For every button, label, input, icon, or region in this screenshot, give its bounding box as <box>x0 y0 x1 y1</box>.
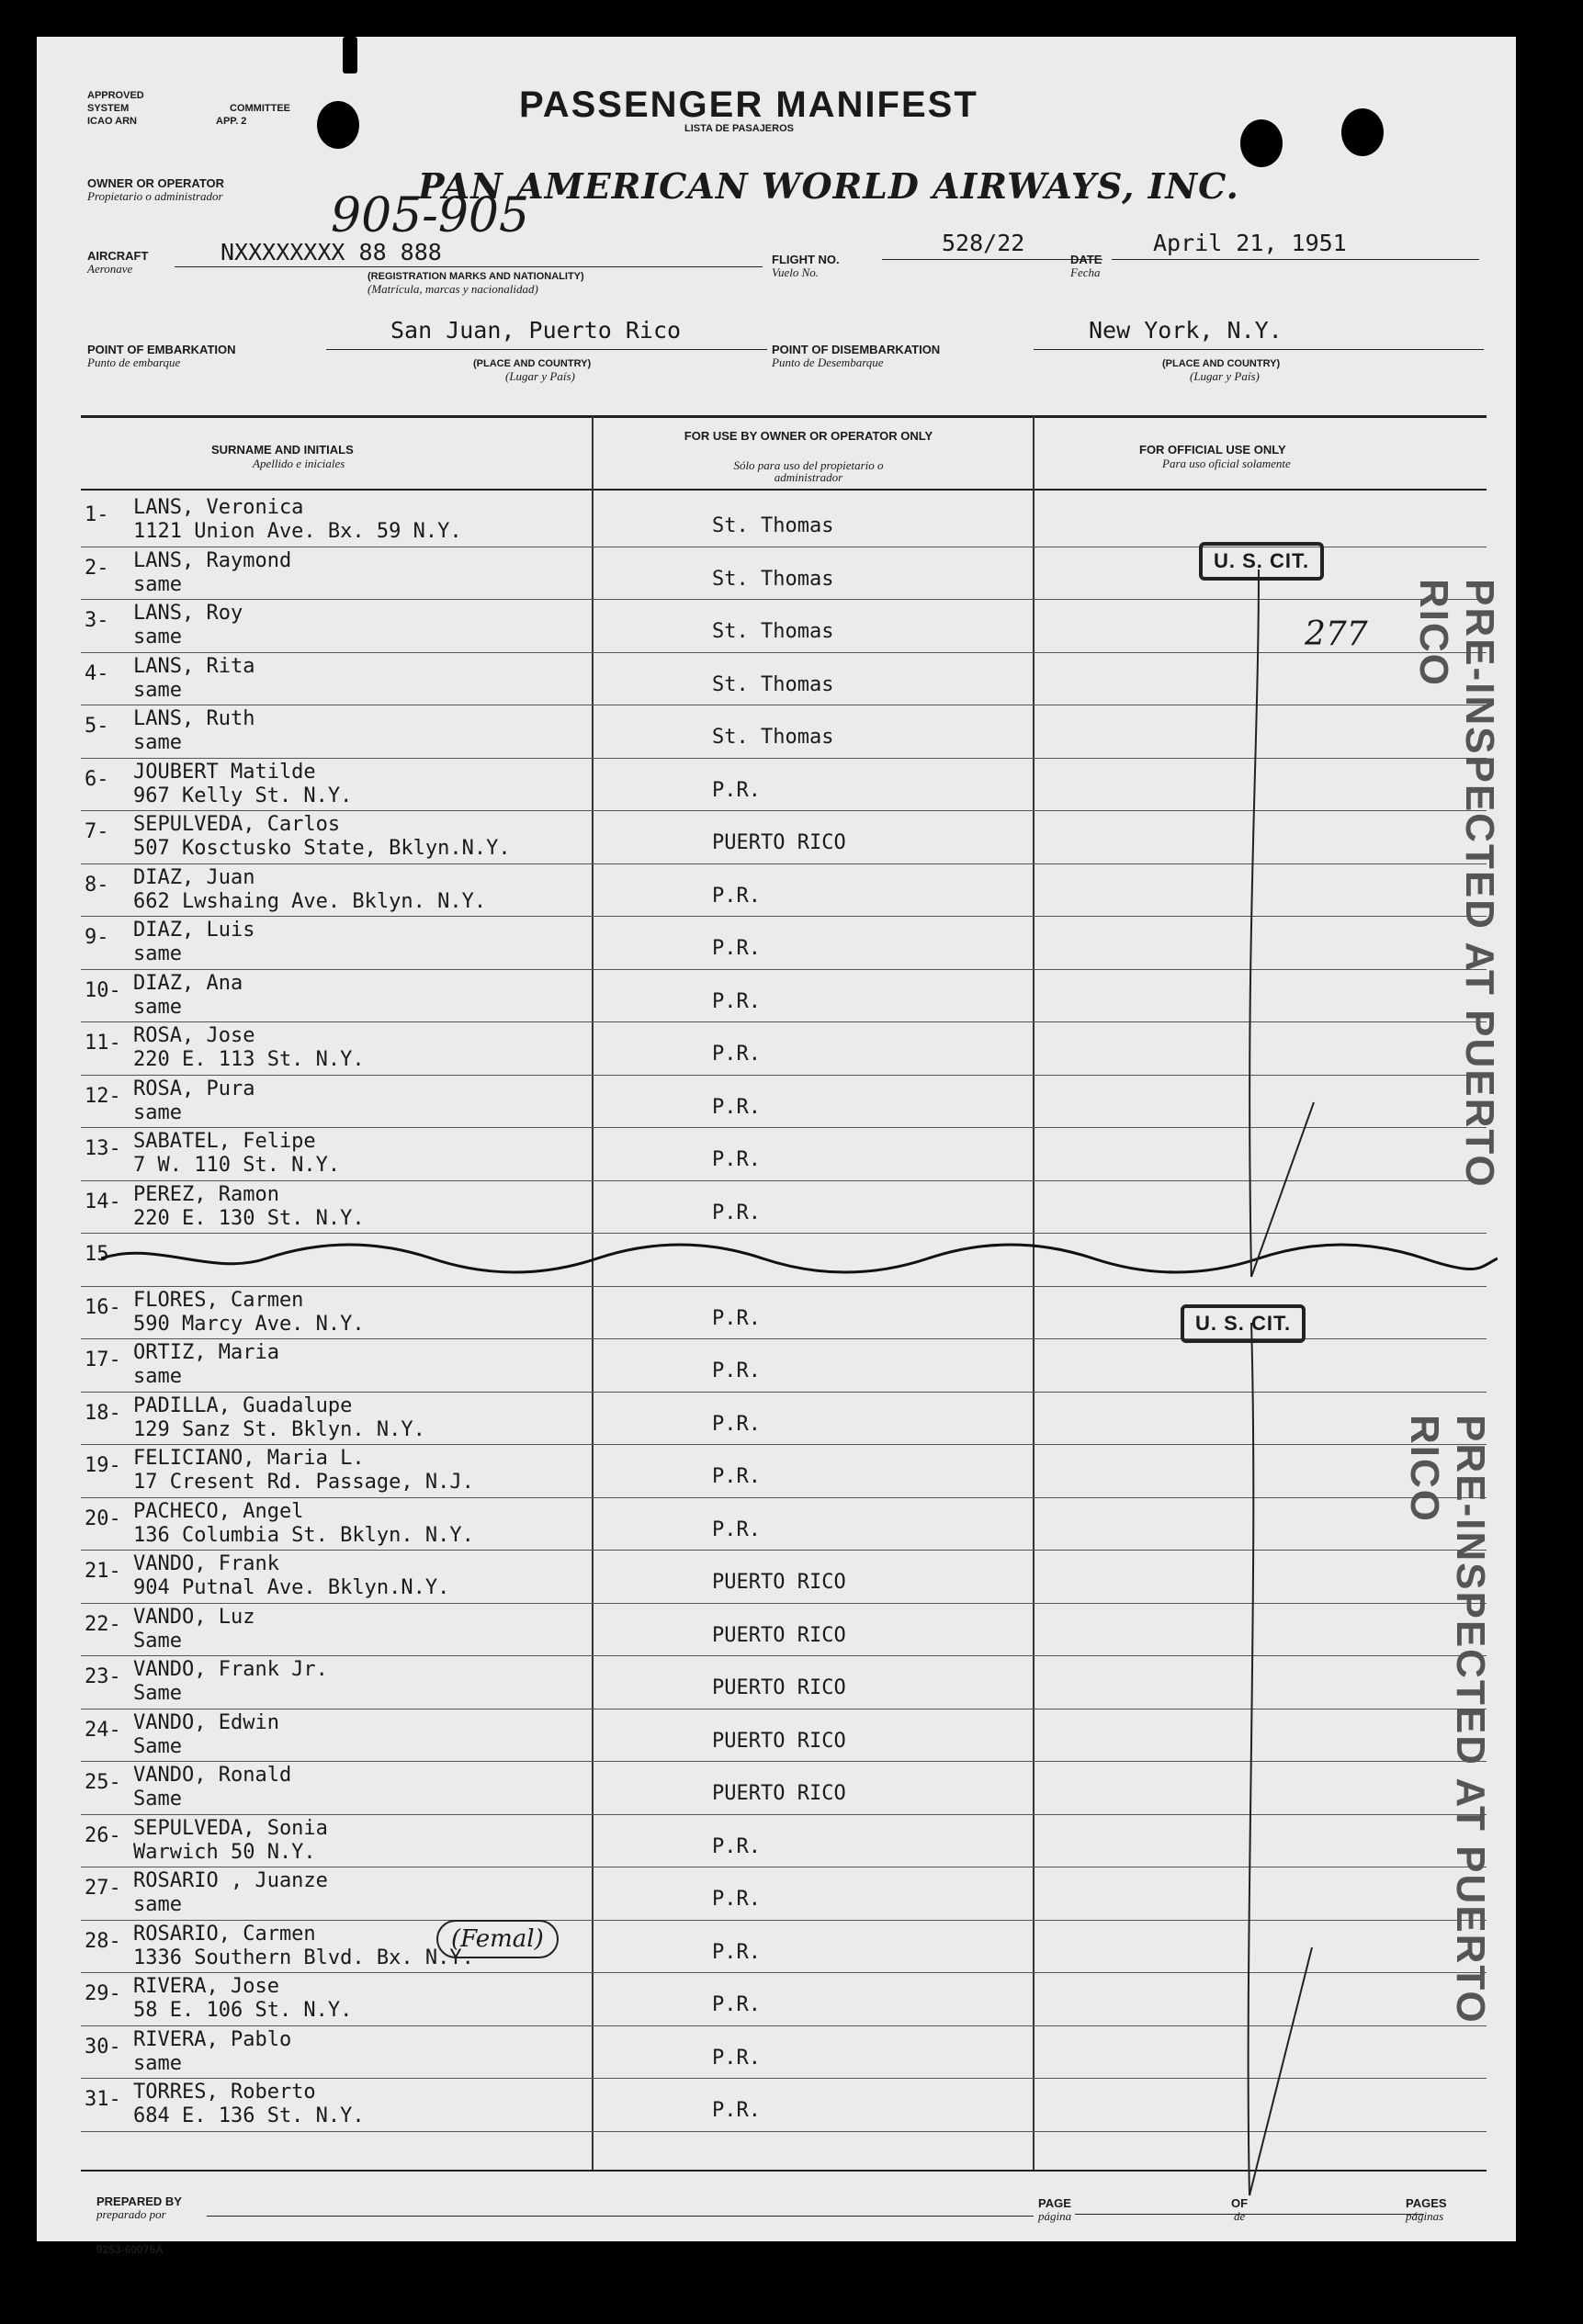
prepared-by-label: PREPARED BY <box>96 2194 182 2208</box>
approved-label: APPROVED <box>87 90 144 101</box>
passenger-destination: P.R. <box>712 1517 761 1541</box>
pre-inspected-stamp-2: PRE-INSPECTED AT PUERTO RICO <box>1402 1415 1493 2025</box>
embark-label-es: Punto de embarque <box>87 355 181 369</box>
disembark-label-es: Punto de Desembarque <box>772 355 884 369</box>
punch-hole-1 <box>317 101 359 149</box>
row-number: 6- <box>85 767 109 791</box>
disembark-place-caption-es: (Lugar y País) <box>1190 369 1260 383</box>
registration-caption: (REGISTRATION MARKS AND NATIONALITY) <box>367 271 584 282</box>
passenger-address: same <box>133 995 182 1019</box>
punch-hole-2 <box>1240 119 1283 167</box>
passenger-destination: P.R. <box>712 989 761 1013</box>
aircraft-underline <box>175 266 763 267</box>
passenger-destination: P.R. <box>712 1940 761 1964</box>
passenger-address: 684 E. 136 St. N.Y. <box>133 2104 365 2127</box>
embark-label: POINT OF EMBARKATION <box>87 343 236 356</box>
passenger-address: 129 Sanz St. Bklyn. N.Y. <box>133 1417 425 1441</box>
passenger-address: same <box>133 572 182 596</box>
passenger-name: PEREZ, Ramon <box>133 1182 279 1206</box>
page-subtitle: LISTA DE PASAJEROS <box>684 123 794 134</box>
passenger-destination: P.R. <box>712 1306 761 1330</box>
punch-hole-3 <box>1341 108 1384 156</box>
official-bracket-lines <box>1204 570 1351 2205</box>
row-number: 21- <box>85 1560 121 1583</box>
passenger-destination: P.R. <box>712 1148 761 1171</box>
row-number: 25- <box>85 1771 121 1794</box>
passenger-name: PACHECO, Angel <box>133 1499 304 1523</box>
passenger-destination: P.R. <box>712 1412 761 1436</box>
of-label: OF <box>1231 2196 1249 2210</box>
passenger-address: same <box>133 1893 182 1916</box>
passenger-destination: St. Thomas <box>712 567 834 591</box>
passenger-destination: P.R. <box>712 884 761 908</box>
passenger-address: same <box>133 626 182 649</box>
disembark-value: New York, N.Y. <box>1089 317 1283 344</box>
passenger-address: 904 Putnal Ave. Bklyn.N.Y. <box>133 1576 450 1599</box>
date-label: DATE <box>1070 253 1102 266</box>
prepared-by-label-es: preparado por <box>96 2207 166 2221</box>
prepared-by-underline <box>207 2216 1034 2217</box>
passenger-name: DIAZ, Juan <box>133 865 255 889</box>
approved-committee: COMMITTEE <box>230 103 290 114</box>
us-citizen-stamp-2: U. S. CIT. <box>1181 1304 1306 1343</box>
passenger-address: same <box>133 731 182 754</box>
row-number: 10- <box>85 978 121 1002</box>
passenger-address: 220 E. 130 St. N.Y. <box>133 1206 365 1230</box>
row-number: 16- <box>85 1295 121 1319</box>
table-bottom-border <box>81 2170 1487 2172</box>
passenger-destination: P.R. <box>712 2046 761 2070</box>
embark-value: San Juan, Puerto Rico <box>390 317 682 344</box>
passenger-name: LANS, Raymond <box>133 548 292 572</box>
page-label-es: página <box>1038 2209 1072 2223</box>
passenger-address: 967 Kelly St. N.Y. <box>133 784 353 807</box>
passenger-address: 58 E. 106 St. N.Y. <box>133 1999 353 2022</box>
table-row <box>37 494 1516 547</box>
pages-label: PAGES <box>1406 2196 1447 2210</box>
passenger-destination: P.R. <box>712 1993 761 2016</box>
col3-header-es: Para uso oficial solamente <box>1162 457 1291 470</box>
passenger-name: PADILLA, Guadalupe <box>133 1393 353 1417</box>
row-number: 22- <box>85 1612 121 1636</box>
passenger-address: same <box>133 942 182 965</box>
passenger-destination: PUERTO RICO <box>712 831 846 854</box>
row-number: 27- <box>85 1877 121 1900</box>
passenger-destination: P.R. <box>712 778 761 802</box>
passenger-destination: St. Thomas <box>712 672 834 696</box>
date-value: April 21, 1951 <box>1153 230 1347 256</box>
row-number: 20- <box>85 1506 121 1530</box>
row-number: 11- <box>85 1032 121 1055</box>
passenger-name: DIAZ, Luis <box>133 919 255 942</box>
owner-label: OWNER OR OPERATOR <box>87 176 225 190</box>
passenger-destination: St. Thomas <box>712 620 834 643</box>
col1-header: SURNAME AND INITIALS <box>211 443 354 457</box>
aircraft-label: AIRCRAFT <box>87 249 149 263</box>
row-number: 14- <box>85 1190 121 1213</box>
passenger-destination: St. Thomas <box>712 726 834 749</box>
row-number: 13- <box>85 1137 121 1160</box>
pages-label-es: páginas <box>1406 2209 1444 2223</box>
passenger-address: Same <box>133 1682 182 1705</box>
passenger-name: LANS, Rita <box>133 654 255 678</box>
row-number: 17- <box>85 1348 121 1371</box>
row-number: 1- <box>85 503 109 526</box>
disembark-label: POINT OF DISEMBARKATION <box>772 343 941 356</box>
embark-underline <box>326 349 767 350</box>
col2-header-es: Sólo para uso del propietario o administrador <box>733 458 884 484</box>
passenger-destination: PUERTO RICO <box>712 1623 846 1647</box>
row-number: 18- <box>85 1401 121 1425</box>
passenger-address: 662 Lwshaing Ave. Bklyn. N.Y. <box>133 889 487 913</box>
of-underline <box>1259 2214 1424 2215</box>
passenger-address: 1336 Southern Blvd. Bx. N.Y. <box>133 1946 474 1969</box>
page-label: PAGE <box>1038 2196 1071 2210</box>
form-number: 9253-60075A <box>96 2243 164 2256</box>
passenger-address: 220 E. 113 St. N.Y. <box>133 1048 365 1071</box>
passenger-destination: P.R. <box>712 1888 761 1911</box>
passenger-destination: P.R. <box>712 1201 761 1224</box>
passenger-destination: PUERTO RICO <box>712 1676 846 1699</box>
passenger-destination: PUERTO RICO <box>712 1571 846 1594</box>
row-number: 9- <box>85 926 109 949</box>
aircraft-handwritten: 905-905 <box>331 188 530 243</box>
passenger-count: 277 <box>1305 615 1368 653</box>
passenger-destination: PUERTO RICO <box>712 1729 846 1753</box>
passenger-destination: PUERTO RICO <box>712 1782 846 1805</box>
row-number: 31- <box>85 2088 121 2111</box>
passenger-name: ROSARIO, Carmen <box>133 1922 316 1946</box>
manifest-sheet <box>37 37 1516 2256</box>
row-number: 5- <box>85 715 109 738</box>
passenger-address: 1121 Union Ave. Bx. 59 N.Y. <box>133 520 462 543</box>
passenger-address: Same <box>133 1734 182 1758</box>
passenger-name: FELICIANO, Maria L. <box>133 1447 365 1470</box>
passenger-name: TORRES, Roberto <box>133 2081 316 2104</box>
row-number: 28- <box>85 1929 121 1953</box>
aircraft-label-es: Aeronave <box>87 262 133 276</box>
row-number: 23- <box>85 1665 121 1688</box>
owner-value: PAN AMERICAN WORLD AIRWAYS, INC. <box>418 165 1239 207</box>
row-number: 15 <box>85 1243 109 1266</box>
passenger-address: same <box>133 1100 182 1124</box>
row-number: 30- <box>85 2035 121 2059</box>
flight-label-es: Vuelo No. <box>772 265 820 279</box>
passenger-address: 136 Columbia St. Bklyn. N.Y. <box>133 1523 474 1547</box>
embark-place-caption-es: (Lugar y País) <box>505 369 575 383</box>
col2-header: FOR USE BY OWNER OR OPERATOR ONLY <box>684 429 933 443</box>
passenger-address: Same <box>133 1788 182 1811</box>
passenger-address: 17 Cresent Rd. Passage, N.J. <box>133 1471 474 1494</box>
passenger-name: VANDO, Frank <box>133 1552 279 1575</box>
passenger-name: SEPULVEDA, Carlos <box>133 813 341 836</box>
approved-system: SYSTEM <box>87 103 130 114</box>
row-number: 4- <box>85 661 109 685</box>
disembark-place-caption: (PLACE AND COUNTRY) <box>1162 358 1281 369</box>
passenger-address: 7 W. 110 St. N.Y. <box>133 1154 341 1177</box>
passenger-address: 590 Marcy Ave. N.Y. <box>133 1312 365 1336</box>
disembark-underline <box>1034 349 1484 350</box>
passenger-address: Warwich 50 N.Y. <box>133 1840 316 1864</box>
col3-header: FOR OFFICIAL USE ONLY <box>1139 443 1286 457</box>
punch-hole-4 <box>343 37 357 73</box>
passenger-name: SABATEL, Felipe <box>133 1130 316 1153</box>
row-number: 24- <box>85 1718 121 1742</box>
pre-inspected-stamp-1: PRE-INSPECTED AT PUERTO RICO <box>1411 579 1502 1189</box>
passenger-name: FLORES, Carmen <box>133 1288 304 1312</box>
date-underline <box>1112 259 1479 260</box>
passenger-destination: P.R. <box>712 1359 761 1382</box>
passenger-address: Same <box>133 1629 182 1653</box>
approved-icao: ICAO ARN <box>87 116 137 127</box>
row-number: 12- <box>85 1084 121 1108</box>
owner-label-es: Propietario o administrador <box>87 189 223 203</box>
passenger-address: same <box>133 2051 182 2075</box>
row-number: 29- <box>85 1982 121 2005</box>
row-number: 26- <box>85 1823 121 1847</box>
aircraft-value: NXXXXXXXX 88 888 <box>220 239 442 265</box>
flight-underline <box>882 259 1102 260</box>
embark-place-caption: (PLACE AND COUNTRY) <box>473 358 592 369</box>
passenger-destination: St. Thomas <box>712 514 834 537</box>
passenger-name: ORTIZ, Maria <box>133 1341 279 1364</box>
table-top-border <box>81 415 1487 418</box>
table-header-border <box>81 489 1487 491</box>
passenger-name: ROSA, Jose <box>133 1024 255 1047</box>
passenger-name: VANDO, Edwin <box>133 1710 279 1734</box>
page-underline <box>1075 2214 1259 2215</box>
passenger-name: LANS, Veronica <box>133 496 304 519</box>
passenger-name: ROSA, Pura <box>133 1077 255 1100</box>
registration-caption-es: (Matrícula, marcas y nacionalidad) <box>367 282 538 296</box>
passenger-address: 507 Kosctusko State, Bklyn.N.Y. <box>133 837 511 860</box>
flight-value: 528/22 <box>942 230 1025 256</box>
passenger-destination: P.R. <box>712 1095 761 1119</box>
passenger-name: VANDO, Ronald <box>133 1764 292 1787</box>
col1-header-es: Apellido e iniciales <box>253 457 345 470</box>
passenger-address: same <box>133 1365 182 1388</box>
passenger-address: same <box>133 678 182 702</box>
of-label-es: de <box>1234 2209 1246 2223</box>
passenger-destination: P.R. <box>712 1043 761 1066</box>
passenger-name: ROSARIO , Juanze <box>133 1869 328 1892</box>
passenger-name: LANS, Roy <box>133 602 243 625</box>
flight-label: FLIGHT NO. <box>772 253 840 266</box>
passenger-name: RIVERA, Jose <box>133 1975 279 1998</box>
approved-app: APP. 2 <box>216 116 247 127</box>
passenger-destination: P.R. <box>712 2099 761 2122</box>
passenger-destination: P.R. <box>712 937 761 960</box>
page-title: PASSENGER MANIFEST <box>519 85 978 125</box>
passenger-name: LANS, Ruth <box>133 707 255 730</box>
passenger-name: VANDO, Luz <box>133 1605 255 1629</box>
date-label-es: Fecha <box>1070 265 1101 279</box>
passenger-name: RIVERA, Pablo <box>133 2027 292 2051</box>
row-number: 8- <box>85 873 109 897</box>
passenger-name: JOUBERT Matilde <box>133 760 316 784</box>
row-number: 2- <box>85 556 109 580</box>
row-number: 19- <box>85 1454 121 1477</box>
passenger-name: SEPULVEDA, Sonia <box>133 1816 328 1840</box>
row-number: 7- <box>85 820 109 843</box>
passenger-destination: P.R. <box>712 1465 761 1488</box>
female-note: (Femal) <box>436 1920 559 1958</box>
passenger-destination: P.R. <box>712 1834 761 1858</box>
passenger-name: VANDO, Frank Jr. <box>133 1658 328 1681</box>
row-number: 3- <box>85 609 109 632</box>
us-citizen-stamp-1: U. S. CIT. <box>1199 542 1324 581</box>
passenger-name: DIAZ, Ana <box>133 971 243 995</box>
